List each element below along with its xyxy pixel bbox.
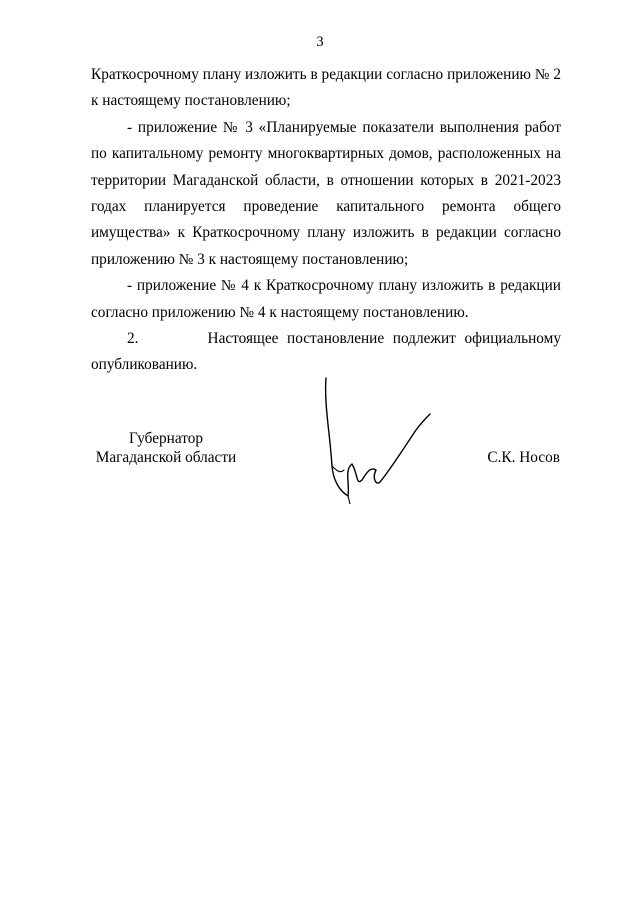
page-number: 3 [316, 34, 324, 50]
signatory-position [91, 429, 241, 467]
document-body [91, 62, 561, 379]
paragraph-continuation: Краткосрочному плану изложить в редакции согласно приложению № 2 к настоящему постановлению; [91, 66, 561, 110]
paragraph-appendix-4: - приложение № 4 к Краткосрочному плану изложить в редакции согласно приложению № 4 к настоящему постановлению. [91, 277, 561, 321]
paragraph-publication: 2. Настоящее постановление подлежит официальному опубликованию. [91, 330, 561, 374]
handwritten-signature [318, 374, 438, 504]
paragraph-appendix-3: - приложение № 3 «Планируемые показатели выполнения работ по капитальному ремонту многоквартирных домов, расположенных на территории Магаданской области, в отношении которых в 2021-2023 годах планируется проведение капитального ремонта общего имущества» к Краткосрочному плану изложить в редакции согласно приложению № 3 к настоящему постановлению; [91, 118, 561, 268]
signatory-name: С.К. Носов [487, 449, 560, 466]
signatory-title-line2: Магаданской области [95, 449, 237, 466]
signatory-title-line1: Губернатор [128, 430, 204, 447]
